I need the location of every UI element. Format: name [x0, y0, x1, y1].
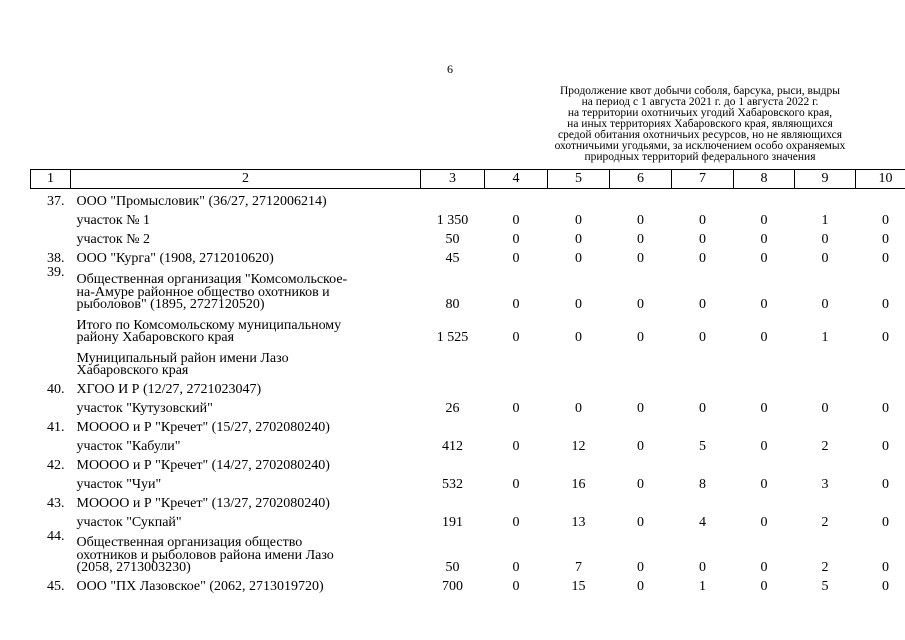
value-cell: 13: [571, 514, 586, 530]
value-cell: 412: [442, 438, 463, 454]
row-name: [71, 575, 421, 594]
quota-table: [30, 169, 905, 594]
value-cell: 0: [637, 296, 644, 312]
row-name: [71, 397, 421, 416]
value-cell: 0: [760, 250, 768, 266]
row-name: [71, 473, 421, 492]
value-cell: [610, 189, 672, 209]
row-name-line: участок № 1: [76, 213, 151, 228]
value-cell: 0: [821, 231, 829, 247]
value-cell: [734, 378, 795, 397]
column-header: 10: [856, 170, 905, 189]
value-cell: [856, 378, 905, 397]
table-row: [31, 266, 905, 312]
value-cell: 0: [882, 329, 889, 345]
value-cell: 191: [442, 514, 463, 530]
value-cell: [795, 378, 856, 397]
row-number: 38.: [47, 250, 65, 266]
row-name-line: Общественная организация общество: [76, 535, 303, 550]
value-cell: [548, 454, 610, 473]
table-row: [31, 454, 905, 473]
value-cell: 0: [821, 250, 829, 266]
value-cell: [548, 378, 610, 397]
value-cell: [734, 416, 795, 435]
value-cell: 3: [821, 476, 829, 492]
value-cell: [672, 416, 734, 435]
table-row: [31, 378, 905, 397]
value-cell: 0: [637, 329, 644, 345]
value-cell: 0: [760, 578, 768, 594]
value-cell: [795, 189, 856, 209]
value-cell: 4: [699, 514, 706, 530]
row-number: [31, 312, 71, 345]
row-name: [71, 247, 421, 266]
value-cell: [672, 492, 734, 511]
value-cell: 2: [821, 559, 829, 575]
row-name: [71, 511, 421, 530]
table-row: [31, 247, 905, 266]
row-name-line: участок "Чуи": [76, 477, 162, 492]
value-cell: [485, 378, 548, 397]
caption-line: на территории охотничьих угодий Хабаровского края,: [567, 107, 833, 119]
column-header: 6: [610, 170, 672, 189]
value-cell: 0: [512, 476, 520, 492]
value-cell: 45: [445, 250, 460, 266]
row-name-line: участок "Кутузовский": [76, 401, 213, 416]
value-cell: [734, 189, 795, 209]
value-cell: 0: [512, 296, 520, 312]
value-cell: [610, 454, 672, 473]
value-cell: 0: [882, 231, 889, 247]
table-row: [31, 511, 905, 530]
row-name: [71, 266, 421, 312]
value-cell: 1 350: [436, 212, 469, 228]
caption-line: Продолжение квот добычи соболя, барсука, рыси, выдры: [559, 85, 840, 97]
caption-line: средой обитания охотничьих ресурсов, но не являющихся: [557, 129, 842, 141]
table-row: [31, 312, 905, 345]
value-cell: 0: [512, 578, 520, 594]
value-cell: 15: [571, 578, 586, 594]
value-cell: [548, 189, 610, 209]
value-cell: [795, 345, 856, 378]
value-cell: 0: [699, 250, 706, 266]
value-cell: [485, 454, 548, 473]
row-name-line: Итого по Комсомольскому муниципальному: [76, 317, 342, 333]
row-name: [71, 378, 421, 397]
column-header: 4: [485, 170, 548, 189]
value-cell: 0: [882, 438, 889, 454]
value-cell: 0: [512, 400, 520, 416]
row-name-line: (2058, 2713003230): [76, 560, 191, 575]
column-header: 2: [71, 170, 421, 189]
row-number: [31, 397, 71, 416]
row-name: [71, 416, 421, 435]
row-number: [31, 345, 71, 378]
row-name-line: участок "Кабули": [76, 439, 181, 454]
value-cell: [421, 189, 485, 209]
row-name: [71, 228, 421, 247]
value-cell: [548, 416, 610, 435]
value-cell: [485, 345, 548, 378]
value-cell: 0: [575, 231, 582, 247]
row-number: 40.: [47, 381, 65, 397]
row-number: [31, 209, 71, 228]
value-cell: [672, 378, 734, 397]
value-cell: 0: [512, 514, 520, 530]
value-cell: [421, 378, 485, 397]
value-cell: 0: [512, 250, 520, 266]
column-header: 8: [734, 170, 795, 189]
value-cell: 0: [512, 231, 520, 247]
row-name-line: участок "Сукпай": [76, 515, 182, 530]
column-header: 9: [795, 170, 856, 189]
value-cell: [610, 378, 672, 397]
row-name: [71, 492, 421, 511]
row-name-line: Муниципальный район имени Лазо: [76, 350, 289, 366]
table-row: [31, 189, 905, 209]
value-cell: 0: [637, 231, 644, 247]
row-name: [71, 209, 421, 228]
column-header: 7: [672, 170, 734, 189]
value-cell: 0: [882, 514, 889, 530]
value-cell: 0: [882, 578, 889, 594]
value-cell: 0: [575, 296, 582, 312]
value-cell: [485, 416, 548, 435]
row-name: [71, 345, 421, 378]
value-cell: 0: [575, 329, 582, 345]
row-number: 39.: [47, 264, 65, 280]
value-cell: 0: [512, 329, 520, 345]
row-name: [71, 454, 421, 473]
value-cell: 0: [882, 296, 889, 312]
value-cell: 0: [699, 296, 706, 312]
value-cell: 0: [637, 400, 644, 416]
value-cell: 0: [637, 559, 644, 575]
value-cell: [672, 189, 734, 209]
value-cell: 0: [637, 438, 644, 454]
table-row: [31, 575, 905, 594]
value-cell: [610, 492, 672, 511]
value-cell: 0: [699, 231, 706, 247]
value-cell: [856, 492, 905, 511]
value-cell: 8: [699, 476, 706, 492]
value-cell: 0: [882, 559, 889, 575]
row-name-line: Хабаровского края: [76, 363, 189, 378]
value-cell: [485, 492, 548, 511]
value-cell: 1: [821, 212, 829, 228]
value-cell: 1 525: [436, 329, 469, 345]
value-cell: 0: [760, 514, 768, 530]
value-cell: 0: [882, 250, 889, 266]
value-cell: 0: [575, 212, 582, 228]
table-caption: [532, 86, 868, 163]
row-name-line: рыболовов" (1895, 2727120520): [76, 297, 265, 312]
row-name-line: охотников и рыболовов района имени Лазо: [76, 547, 334, 563]
caption-line: на иных территориях Хабаровского края, являющихся: [567, 118, 833, 130]
value-cell: 0: [760, 400, 768, 416]
value-cell: 50: [445, 231, 460, 247]
row-name-line: ООО "ПХ Лазовское" (2062, 2713019720): [76, 579, 324, 594]
row-number: [31, 511, 71, 530]
header-row: [31, 170, 905, 189]
value-cell: 0: [637, 250, 644, 266]
row-number: 41.: [47, 419, 65, 435]
value-cell: 0: [821, 296, 829, 312]
value-cell: 1: [821, 329, 829, 345]
value-cell: 0: [512, 559, 520, 575]
value-cell: 0: [821, 400, 829, 416]
value-cell: 0: [637, 578, 644, 594]
row-number: [31, 473, 71, 492]
value-cell: [795, 416, 856, 435]
table-row: [31, 228, 905, 247]
value-cell: 16: [571, 476, 586, 492]
value-cell: [856, 454, 905, 473]
value-cell: 2: [821, 438, 829, 454]
page-number: 6: [447, 62, 453, 76]
value-cell: [795, 492, 856, 511]
table-row: [31, 209, 905, 228]
value-cell: 0: [760, 559, 768, 575]
value-cell: 12: [571, 438, 586, 454]
caption-line: природных территорий федерального значения: [584, 151, 816, 163]
value-cell: 532: [442, 476, 463, 492]
row-name-line: участок № 2: [76, 232, 151, 247]
value-cell: 80: [445, 296, 460, 312]
caption-line: на период с 1 августа 2021 г. до 1 августа 2022 г.: [581, 96, 819, 108]
value-cell: 0: [882, 400, 889, 416]
value-cell: 2: [821, 514, 829, 530]
row-name-line: на-Амуре районное общество охотников и: [76, 284, 330, 300]
row-name-line: ХГОО И Р (12/27, 2721023047): [76, 382, 262, 397]
value-cell: [485, 189, 548, 209]
value-cell: [421, 454, 485, 473]
value-cell: [548, 345, 610, 378]
row-name-line: ООО "Курга" (1908, 2712010620): [76, 251, 274, 266]
value-cell: 0: [699, 212, 706, 228]
caption-line: охотничьими угодьями, за исключением особо охраняемых: [554, 140, 846, 152]
value-cell: 0: [575, 250, 582, 266]
row-number: 44.: [47, 528, 65, 544]
value-cell: 7: [575, 559, 582, 575]
value-cell: [734, 345, 795, 378]
value-cell: 0: [699, 559, 706, 575]
row-name-line: МОООО и Р "Кречет" (14/27, 2702080240): [76, 458, 330, 473]
row-name: [71, 189, 421, 209]
table-row: [31, 345, 905, 378]
row-name: [71, 312, 421, 345]
value-cell: 0: [882, 212, 889, 228]
value-cell: 50: [445, 559, 460, 575]
row-name-line: ООО "Промысловик" (36/27, 2712006214): [76, 194, 327, 209]
row-name: [71, 530, 421, 575]
row-name: [71, 435, 421, 454]
value-cell: [856, 416, 905, 435]
value-cell: 5: [821, 578, 829, 594]
value-cell: 26: [445, 400, 460, 416]
row-number: 43.: [47, 495, 65, 511]
value-cell: 0: [512, 212, 520, 228]
table-row: [31, 397, 905, 416]
row-name-line: району Хабаровского края: [76, 330, 235, 345]
value-cell: 0: [760, 296, 768, 312]
value-cell: [672, 454, 734, 473]
row-number: [31, 228, 71, 247]
row-number: 42.: [47, 457, 65, 473]
table-row: [31, 530, 905, 575]
row-number: [31, 435, 71, 454]
table-row: [31, 473, 905, 492]
value-cell: [610, 345, 672, 378]
value-cell: [856, 189, 905, 209]
value-cell: 0: [637, 212, 644, 228]
value-cell: 0: [637, 476, 644, 492]
value-cell: 0: [699, 329, 706, 345]
row-name-line: МОООО и Р "Кречет" (13/27, 2702080240): [76, 496, 330, 511]
value-cell: 0: [882, 476, 889, 492]
value-cell: 700: [442, 578, 463, 594]
value-cell: [421, 345, 485, 378]
row-name-line: МОООО и Р "Кречет" (15/27, 2702080240): [76, 420, 330, 435]
value-cell: [421, 416, 485, 435]
value-cell: [672, 345, 734, 378]
table-row: [31, 416, 905, 435]
value-cell: [734, 492, 795, 511]
value-cell: 0: [575, 400, 582, 416]
column-header: 1: [31, 170, 71, 189]
table-row: [31, 492, 905, 511]
row-name-line: Общественная организация "Комсомольское-: [76, 272, 348, 287]
value-cell: [421, 492, 485, 511]
column-header: 5: [548, 170, 610, 189]
value-cell: [548, 492, 610, 511]
row-number: 37.: [47, 193, 65, 209]
value-cell: 0: [760, 438, 768, 454]
column-header: 3: [421, 170, 485, 189]
value-cell: 1: [699, 578, 706, 594]
value-cell: 0: [760, 212, 768, 228]
value-cell: 0: [760, 476, 768, 492]
value-cell: 0: [760, 329, 768, 345]
value-cell: [610, 416, 672, 435]
value-cell: [856, 345, 905, 378]
value-cell: [795, 454, 856, 473]
row-number: 45.: [47, 578, 65, 594]
value-cell: 0: [637, 514, 644, 530]
value-cell: 0: [699, 400, 706, 416]
value-cell: 5: [699, 438, 706, 454]
value-cell: 0: [512, 438, 520, 454]
value-cell: 0: [760, 231, 768, 247]
table-row: [31, 435, 905, 454]
value-cell: [734, 454, 795, 473]
